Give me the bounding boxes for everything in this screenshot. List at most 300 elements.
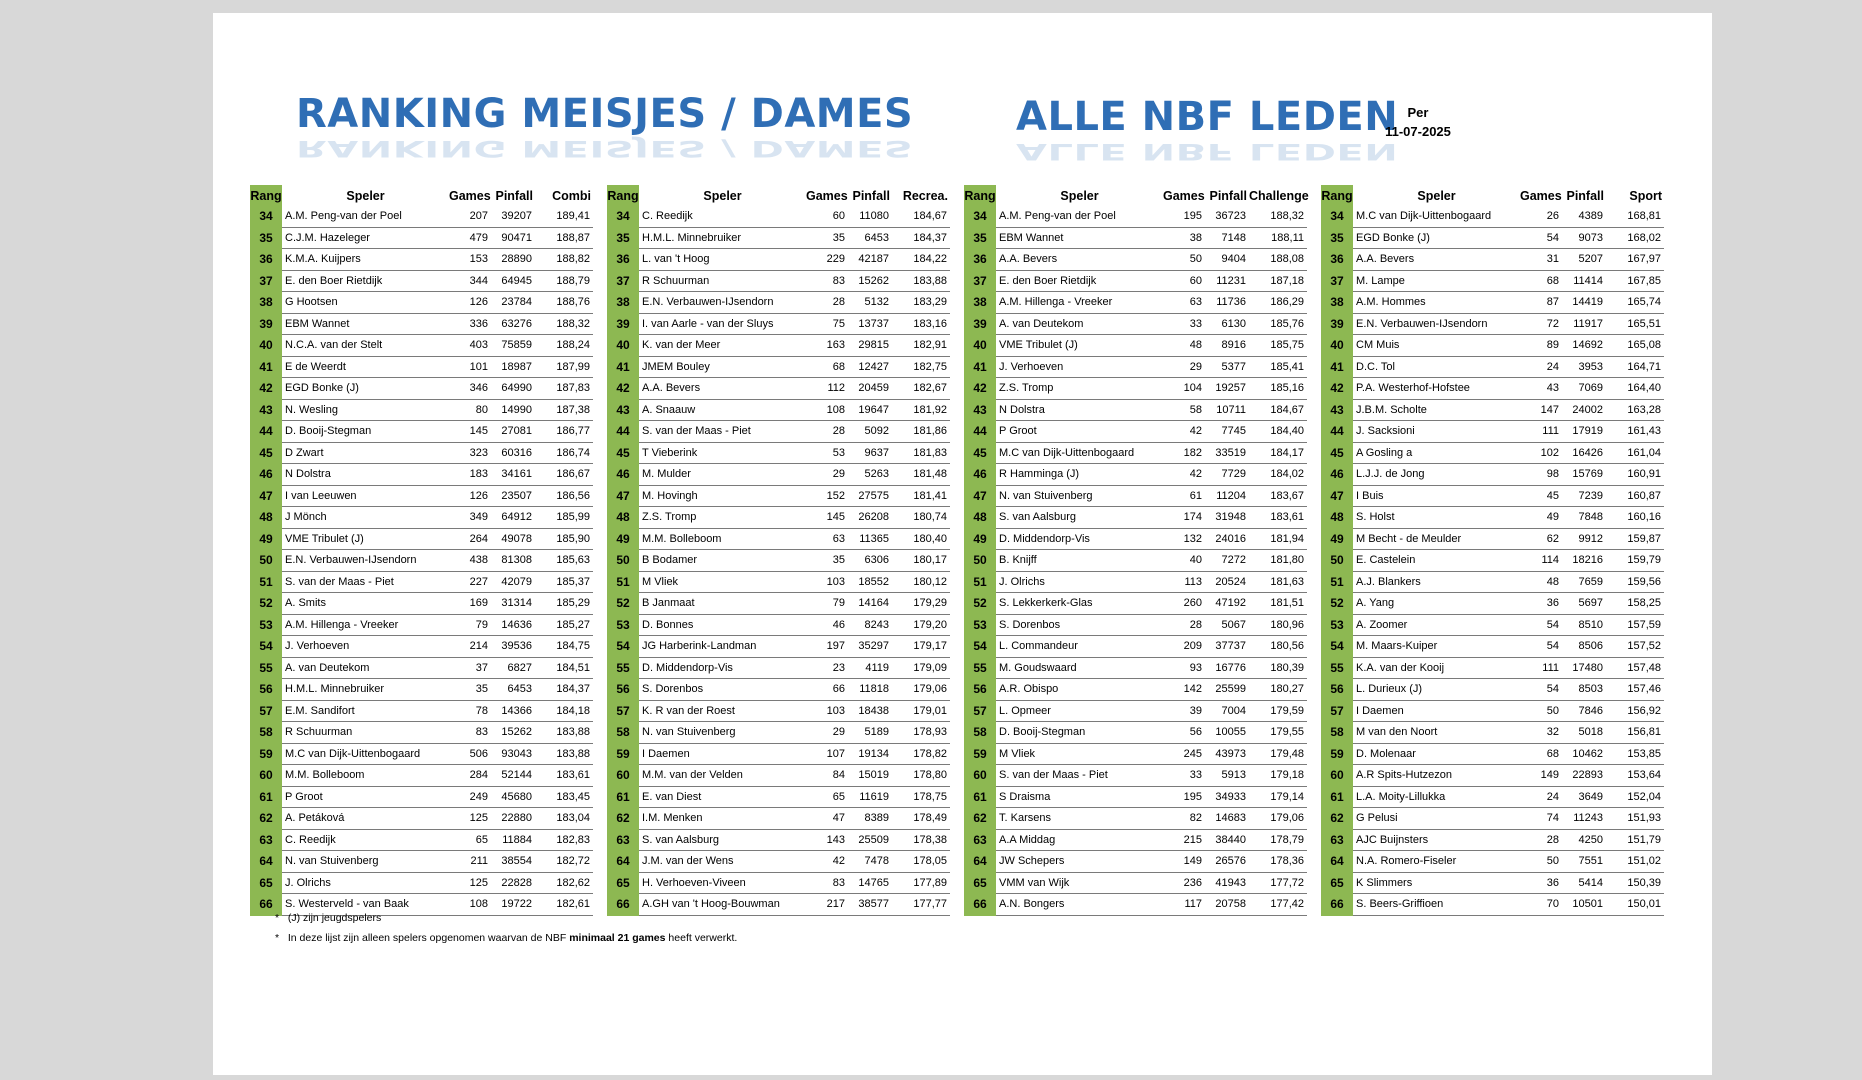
table-row	[964, 335, 1307, 357]
player-cell: M. Goudswaard	[996, 657, 1163, 679]
average-cell: 157,46	[1606, 679, 1664, 701]
average-cell: 183,61	[1249, 507, 1307, 529]
player-cell: A.J. Blankers	[1353, 571, 1520, 593]
rank-cell: 39	[607, 313, 639, 335]
pinfall-cell: 6453	[848, 227, 892, 249]
games-cell: 37	[449, 657, 491, 679]
games-cell: 214	[449, 636, 491, 658]
table-row	[964, 399, 1307, 421]
rank-cell: 52	[250, 593, 282, 615]
player-cell: A.M. Hillenga - Vreeker	[996, 292, 1163, 314]
pinfall-cell: 20459	[848, 378, 892, 400]
player-cell: EBM Wannet	[996, 227, 1163, 249]
games-cell: 147	[1520, 399, 1562, 421]
average-cell: 181,80	[1249, 550, 1307, 572]
table-row	[250, 700, 593, 722]
table-row	[964, 808, 1307, 830]
table-header-row	[607, 185, 950, 206]
table-row	[607, 507, 950, 529]
games-cell: 79	[806, 593, 848, 615]
average-cell: 167,85	[1606, 270, 1664, 292]
pinfall-cell: 7004	[1205, 700, 1249, 722]
average-cell: 179,01	[892, 700, 950, 722]
games-cell: 35	[806, 550, 848, 572]
average-cell: 181,41	[892, 485, 950, 507]
rank-cell: 57	[250, 700, 282, 722]
average-cell: 164,71	[1606, 356, 1664, 378]
player-cell: S. Lekkerkerk-Glas	[996, 593, 1163, 615]
pinfall-cell: 5189	[848, 722, 892, 744]
games-cell: 207	[449, 206, 491, 227]
table-row	[250, 356, 593, 378]
average-cell: 186,29	[1249, 292, 1307, 314]
average-cell: 188,82	[535, 249, 593, 271]
player-cell: VMM van Wijk	[996, 872, 1163, 894]
table-row	[250, 507, 593, 529]
pinfall-cell: 19647	[848, 399, 892, 421]
games-cell: 217	[806, 894, 848, 916]
rank-cell: 52	[607, 593, 639, 615]
rank-cell: 37	[1321, 270, 1353, 292]
average-cell: 179,48	[1249, 743, 1307, 765]
ranking-table-2	[607, 185, 950, 916]
player-cell: M Vliek	[996, 743, 1163, 765]
rank-cell: 44	[964, 421, 996, 443]
rank-cell: 55	[250, 657, 282, 679]
table-row	[250, 292, 593, 314]
rank-cell: 59	[607, 743, 639, 765]
table-row	[250, 765, 593, 787]
average-cell: 182,75	[892, 356, 950, 378]
table-row	[964, 313, 1307, 335]
games-cell: 264	[449, 528, 491, 550]
table-row	[964, 786, 1307, 808]
games-cell: 93	[1163, 657, 1205, 679]
rank-cell: 64	[607, 851, 639, 873]
table-row	[250, 464, 593, 486]
games-cell: 68	[806, 356, 848, 378]
rank-cell: 58	[607, 722, 639, 744]
column-header-speler: Speler	[1417, 188, 1456, 203]
table-row	[607, 378, 950, 400]
ranking-sheet	[213, 13, 1712, 1075]
player-cell: A.R. Obispo	[996, 679, 1163, 701]
pinfall-cell: 75859	[491, 335, 535, 357]
footnote-star: *	[275, 932, 280, 944]
player-cell: S. Beers-Griffioen	[1353, 894, 1520, 916]
player-cell: E.N. Verbauwen-IJsendorn	[282, 550, 449, 572]
table-row	[964, 378, 1307, 400]
player-cell: J. Sacksioni	[1353, 421, 1520, 443]
table-row	[607, 249, 950, 271]
pinfall-cell: 8389	[848, 808, 892, 830]
average-cell: 184,22	[892, 249, 950, 271]
pinfall-cell: 31948	[1205, 507, 1249, 529]
player-cell: VME Tribulet (J)	[996, 335, 1163, 357]
player-cell: M.C van Dijk-Uittenbogaard	[282, 743, 449, 765]
rank-cell: 62	[1321, 808, 1353, 830]
games-cell: 195	[1163, 786, 1205, 808]
player-cell: M. Mulder	[639, 464, 806, 486]
player-cell: M Vliek	[639, 571, 806, 593]
table-row	[607, 399, 950, 421]
average-cell: 181,92	[892, 399, 950, 421]
column-header-rang: Rang	[607, 185, 639, 206]
table-row	[1321, 378, 1664, 400]
player-cell: A.R Spits-Hutzezon	[1353, 765, 1520, 787]
games-cell: 54	[1520, 636, 1562, 658]
player-cell: P Groot	[282, 786, 449, 808]
average-cell: 160,87	[1606, 485, 1664, 507]
average-cell: 184,02	[1249, 464, 1307, 486]
player-cell: L. Opmeer	[996, 700, 1163, 722]
pinfall-cell: 36723	[1205, 206, 1249, 227]
pinfall-cell: 10055	[1205, 722, 1249, 744]
rank-cell: 54	[250, 636, 282, 658]
games-cell: 112	[806, 378, 848, 400]
rank-cell: 53	[607, 614, 639, 636]
rank-cell: 46	[250, 464, 282, 486]
table-row	[250, 249, 593, 271]
pinfall-cell: 11414	[1562, 270, 1606, 292]
pinfall-cell: 22893	[1562, 765, 1606, 787]
pinfall-cell: 8243	[848, 614, 892, 636]
average-cell: 159,87	[1606, 528, 1664, 550]
rank-cell: 38	[607, 292, 639, 314]
rank-cell: 56	[250, 679, 282, 701]
table-row	[964, 636, 1307, 658]
games-cell: 163	[806, 335, 848, 357]
pinfall-cell: 27081	[491, 421, 535, 443]
average-cell: 168,02	[1606, 227, 1664, 249]
table-row	[250, 722, 593, 744]
rank-cell: 42	[607, 378, 639, 400]
average-cell: 178,05	[892, 851, 950, 873]
games-cell: 60	[806, 206, 848, 227]
table-row	[964, 679, 1307, 701]
average-cell: 177,77	[892, 894, 950, 916]
games-cell: 63	[1163, 292, 1205, 314]
table-row	[607, 356, 950, 378]
column-header-recrea: Recrea.	[902, 188, 948, 203]
games-cell: 40	[1163, 550, 1205, 572]
games-cell: 346	[449, 378, 491, 400]
pinfall-cell: 18216	[1562, 550, 1606, 572]
games-cell: 46	[806, 614, 848, 636]
rank-cell: 59	[1321, 743, 1353, 765]
table-row	[964, 829, 1307, 851]
games-cell: 403	[449, 335, 491, 357]
games-cell: 26	[1520, 206, 1562, 227]
pinfall-cell: 5092	[848, 421, 892, 443]
rank-cell: 65	[607, 872, 639, 894]
rank-cell: 48	[1321, 507, 1353, 529]
average-cell: 160,16	[1606, 507, 1664, 529]
pinfall-cell: 12427	[848, 356, 892, 378]
average-cell: 184,67	[892, 206, 950, 227]
rank-cell: 36	[250, 249, 282, 271]
rank-cell: 66	[964, 894, 996, 916]
games-cell: 323	[449, 442, 491, 464]
player-cell: EBM Wannet	[282, 313, 449, 335]
player-cell: EGD Bonke (J)	[1353, 227, 1520, 249]
rank-cell: 52	[964, 593, 996, 615]
table-row	[607, 700, 950, 722]
pinfall-cell: 5207	[1562, 249, 1606, 271]
rank-cell: 39	[964, 313, 996, 335]
table-row	[607, 528, 950, 550]
player-cell: L.A. Moity-Lillukka	[1353, 786, 1520, 808]
average-cell: 179,17	[892, 636, 950, 658]
player-cell: R Hamminga (J)	[996, 464, 1163, 486]
player-cell: D. Booij-Stegman	[996, 722, 1163, 744]
games-cell: 117	[1163, 894, 1205, 916]
pinfall-cell: 8916	[1205, 335, 1249, 357]
footnote-youth	[275, 912, 381, 924]
rank-cell: 58	[250, 722, 282, 744]
pinfall-cell: 7659	[1562, 571, 1606, 593]
rank-cell: 61	[607, 786, 639, 808]
rank-cell: 65	[250, 872, 282, 894]
pinfall-cell: 33519	[1205, 442, 1249, 464]
player-cell: D. Middendorp-Vis	[639, 657, 806, 679]
games-cell: 349	[449, 507, 491, 529]
games-cell: 126	[449, 485, 491, 507]
table-row	[1321, 700, 1664, 722]
rank-cell: 43	[1321, 399, 1353, 421]
pinfall-cell: 5067	[1205, 614, 1249, 636]
rank-cell: 60	[1321, 765, 1353, 787]
player-cell: A.N. Bongers	[996, 894, 1163, 916]
player-cell: Z.S. Tromp	[996, 378, 1163, 400]
games-cell: 108	[449, 894, 491, 916]
games-cell: 209	[1163, 636, 1205, 658]
table-row	[250, 442, 593, 464]
rank-cell: 61	[1321, 786, 1353, 808]
player-cell: R Schuurman	[282, 722, 449, 744]
games-cell: 82	[1163, 808, 1205, 830]
rank-cell: 55	[964, 657, 996, 679]
average-cell: 178,38	[892, 829, 950, 851]
average-cell: 153,85	[1606, 743, 1664, 765]
average-cell: 186,77	[535, 421, 593, 443]
pinfall-cell: 23507	[491, 485, 535, 507]
column-header-rang: Rang	[250, 185, 282, 206]
average-cell: 186,67	[535, 464, 593, 486]
pinfall-cell: 7745	[1205, 421, 1249, 443]
table-row	[964, 614, 1307, 636]
ranking-table-1	[250, 185, 593, 916]
pinfall-cell: 31314	[491, 593, 535, 615]
player-cell: S. Holst	[1353, 507, 1520, 529]
player-cell: I Daemen	[1353, 700, 1520, 722]
average-cell: 151,93	[1606, 808, 1664, 830]
table-row	[250, 227, 593, 249]
average-cell: 180,12	[892, 571, 950, 593]
games-cell: 70	[1520, 894, 1562, 916]
table-row	[1321, 679, 1664, 701]
games-cell: 24	[1520, 356, 1562, 378]
average-cell: 183,61	[535, 765, 593, 787]
player-cell: N Dolstra	[996, 399, 1163, 421]
player-cell: M. Maars-Kuiper	[1353, 636, 1520, 658]
pinfall-cell: 7846	[1562, 700, 1606, 722]
average-cell: 160,91	[1606, 464, 1664, 486]
player-cell: C. Reedijk	[639, 206, 806, 227]
pinfall-cell: 17480	[1562, 657, 1606, 679]
table-row	[964, 571, 1307, 593]
games-cell: 260	[1163, 593, 1205, 615]
player-cell: N. van Stuivenberg	[282, 851, 449, 873]
average-cell: 188,11	[1249, 227, 1307, 249]
rank-cell: 42	[250, 378, 282, 400]
rank-cell: 61	[250, 786, 282, 808]
rank-cell: 56	[964, 679, 996, 701]
table-row	[964, 765, 1307, 787]
average-cell: 180,56	[1249, 636, 1307, 658]
average-cell: 157,59	[1606, 614, 1664, 636]
pinfall-cell: 39207	[491, 206, 535, 227]
pinfall-cell: 11736	[1205, 292, 1249, 314]
average-cell: 185,16	[1249, 378, 1307, 400]
average-cell: 183,88	[892, 270, 950, 292]
table-row	[250, 786, 593, 808]
average-cell: 188,76	[535, 292, 593, 314]
title-alle-nbf-leden: ALLE NBF LEDEN	[1016, 94, 1399, 140]
average-cell: 180,17	[892, 550, 950, 572]
column-header-games: Games	[1520, 188, 1562, 203]
rank-cell: 43	[250, 399, 282, 421]
pinfall-cell: 25509	[848, 829, 892, 851]
games-cell: 197	[806, 636, 848, 658]
games-cell: 75	[806, 313, 848, 335]
player-cell: N. Wesling	[282, 399, 449, 421]
table-row	[607, 786, 950, 808]
per-label: Per	[1407, 105, 1429, 120]
table-row	[607, 442, 950, 464]
games-cell: 245	[1163, 743, 1205, 765]
rank-cell: 44	[1321, 421, 1353, 443]
games-cell: 125	[449, 872, 491, 894]
table-row	[607, 679, 950, 701]
pinfall-cell: 3953	[1562, 356, 1606, 378]
player-cell: A.M. Hommes	[1353, 292, 1520, 314]
rank-cell: 45	[607, 442, 639, 464]
rank-cell: 45	[1321, 442, 1353, 464]
rank-cell: 48	[607, 507, 639, 529]
player-cell: A. Snaauw	[639, 399, 806, 421]
player-cell: I. van Aarle - van der Sluys	[639, 313, 806, 335]
table-row	[964, 249, 1307, 271]
rank-cell: 38	[964, 292, 996, 314]
games-cell: 35	[806, 227, 848, 249]
pinfall-cell: 6453	[491, 679, 535, 701]
table-row	[1321, 335, 1664, 357]
rank-cell: 37	[607, 270, 639, 292]
table-row	[1321, 227, 1664, 249]
footnote-text-post: heeft verwerkt.	[668, 932, 738, 944]
pinfall-cell: 81308	[491, 550, 535, 572]
player-cell: AJC Buijnsters	[1353, 829, 1520, 851]
rank-cell: 64	[964, 851, 996, 873]
games-cell: 29	[1163, 356, 1205, 378]
table-row	[964, 507, 1307, 529]
rank-cell: 43	[964, 399, 996, 421]
games-cell: 54	[1520, 614, 1562, 636]
average-cell: 179,55	[1249, 722, 1307, 744]
pinfall-cell: 22880	[491, 808, 535, 830]
pinfall-cell: 49078	[491, 528, 535, 550]
rank-cell: 60	[607, 765, 639, 787]
table-row	[607, 743, 950, 765]
games-cell: 344	[449, 270, 491, 292]
games-cell: 28	[1520, 829, 1562, 851]
pinfall-cell: 11917	[1562, 313, 1606, 335]
pinfall-cell: 19722	[491, 894, 535, 916]
pinfall-cell: 18987	[491, 356, 535, 378]
average-cell: 180,39	[1249, 657, 1307, 679]
pinfall-cell: 9912	[1562, 528, 1606, 550]
average-cell: 183,88	[535, 743, 593, 765]
pinfall-cell: 47192	[1205, 593, 1249, 615]
table-row	[607, 636, 950, 658]
average-cell: 167,97	[1606, 249, 1664, 271]
pinfall-cell: 16776	[1205, 657, 1249, 679]
rank-cell: 47	[1321, 485, 1353, 507]
player-cell: P Groot	[996, 421, 1163, 443]
games-cell: 60	[1163, 270, 1205, 292]
table-row	[607, 765, 950, 787]
player-cell: A.M. Peng-van der Poel	[996, 206, 1163, 227]
pinfall-cell: 11243	[1562, 808, 1606, 830]
column-header-speler: Speler	[703, 188, 742, 203]
table-row	[964, 657, 1307, 679]
table-row	[964, 442, 1307, 464]
average-cell: 185,76	[1249, 313, 1307, 335]
rank-cell: 39	[1321, 313, 1353, 335]
rank-cell: 48	[964, 507, 996, 529]
rank-cell: 49	[607, 528, 639, 550]
footnote-star: *	[275, 912, 280, 924]
pinfall-cell: 15262	[491, 722, 535, 744]
rank-cell: 35	[1321, 227, 1353, 249]
average-cell: 184,67	[1249, 399, 1307, 421]
average-cell: 153,64	[1606, 765, 1664, 787]
rank-cell: 51	[964, 571, 996, 593]
rank-cell: 47	[964, 485, 996, 507]
games-cell: 83	[449, 722, 491, 744]
pinfall-cell: 26208	[848, 507, 892, 529]
average-cell: 182,83	[535, 829, 593, 851]
pinfall-cell: 11884	[491, 829, 535, 851]
table-row	[1321, 464, 1664, 486]
average-cell: 179,06	[1249, 808, 1307, 830]
games-cell: 195	[1163, 206, 1205, 227]
pinfall-cell: 60316	[491, 442, 535, 464]
column-header-pinfall: Pinfall	[1209, 188, 1247, 203]
games-cell: 47	[806, 808, 848, 830]
table-row	[964, 550, 1307, 572]
average-cell: 177,72	[1249, 872, 1307, 894]
average-cell: 165,51	[1606, 313, 1664, 335]
average-cell: 180,27	[1249, 679, 1307, 701]
games-cell: 58	[1163, 399, 1205, 421]
average-cell: 184,40	[1249, 421, 1307, 443]
games-cell: 284	[449, 765, 491, 787]
games-cell: 87	[1520, 292, 1562, 314]
pinfall-cell: 7729	[1205, 464, 1249, 486]
pinfall-cell: 7478	[848, 851, 892, 873]
